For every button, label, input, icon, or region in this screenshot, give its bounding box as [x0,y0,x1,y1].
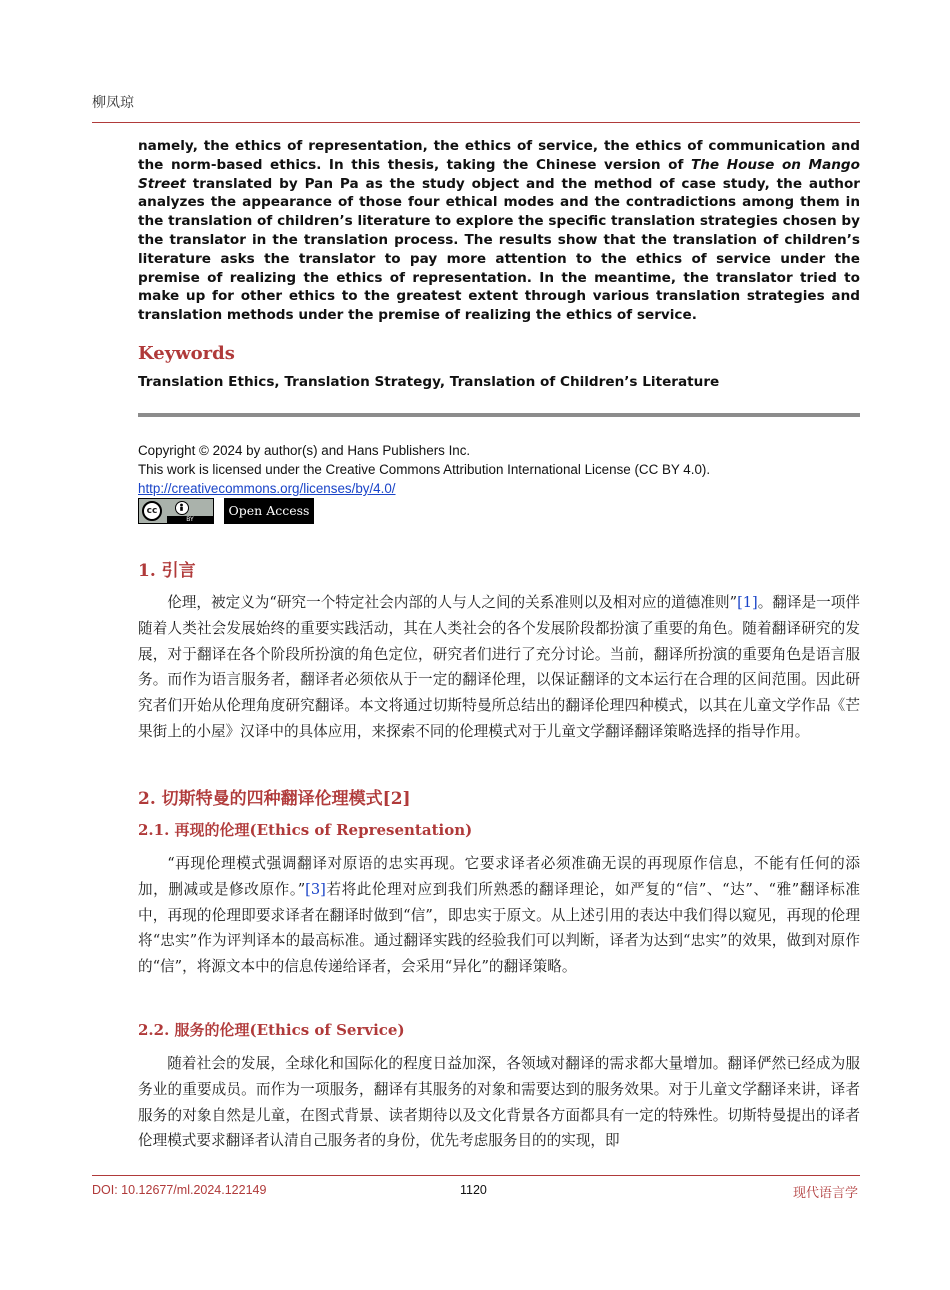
section-1-paragraph [138,590,860,745]
section-2-heading: 2. 切斯特曼的四种翻译伦理模式[2] [138,789,411,809]
section-1-text-a: 伦理，被定义为“研究一个特定社会内部的人与人之间的关系准则以及相对应的道德准则” [167,594,738,611]
section-1-heading: 1. 引言 [138,561,196,581]
by-label: BY [167,516,213,524]
license-link[interactable]: http://creativecommons.org/licenses/by/4.0/ [138,481,396,496]
license-line: This work is licensed under the Creative Commons Attribution International License (CC BY 4.0). [138,462,711,477]
open-access-badge[interactable]: Open Access [224,498,314,524]
section-2-2-heading: 2.2. 服务的伦理(Ethics of Service) [138,1021,405,1039]
keywords-list: Translation Ethics, Translation Strategy, Translation of Children’s Literature [138,374,720,390]
citation-link-3[interactable]: [3] [305,880,326,898]
section-1-text-b: 。翻译是一项伴随着人类社会发展始终的重要实践活动，其在人类社会的各个发展阶段都扮演了重要的角色。随着翻译研究的发展，对于翻译在各个阶段所扮演的角色定位，研究者们进行了充分讨论。当前，翻译所扮演的重要角色是语言服务。而作为语言服务者，翻译者必须依从于一定的翻译伦理，以保证翻译的文本运行在合理的区间范围。因此研究者们开始从伦理角度研究翻译。本文将通过切斯特曼所总结出的翻译伦理四种模式，以其在儿童文学作品《芒果街上的小屋》汉译中的具体应用，来探索不同的伦理模式对于儿童文学翻译翻译策略选择的指导作用。 [138,594,860,740]
keywords-heading: Keywords [138,343,235,364]
section-2-1-text-a: “再现伦理模式强调翻译对原语的忠实再现。它要求译者必须准确无误的再现原作信息，不能有任何的添加，删减或是修改原作。” [138,855,860,898]
copyright-line: Copyright © 2024 by author(s) and Hans Publishers Inc. [138,443,471,458]
cc-icon: cc [142,501,162,521]
page-number: 1120 [460,1183,487,1197]
copyright-block [138,441,710,498]
section-2-1-paragraph [138,851,860,980]
footer-journal-name: 现代语言学 [792,1186,858,1201]
abstract-part-1: namely, the ethics of representation, the ethics of service, the ethics of communication and the norm-based ethics. In this thesis, taking the Chinese version of [138,138,860,173]
header-divider [92,122,860,123]
running-header-author: 柳凤琼 [92,95,134,111]
keywords-divider [138,413,860,417]
footer-doi: DOI: 10.12677/ml.2024.122149 [92,1183,267,1197]
abstract-text [138,137,860,325]
citation-link-1[interactable]: [1] [737,594,758,611]
abstract-part-2: translated by Pan Pa as the study object and the method of case study, the author analyzes the appearance of those four ethical modes and the contradictions among them in the translation of children’s literature to explore the specific translation strategies chosen by the translator in the translation process. The results show that the translation of children’s literature asks the translator to pay more attention to the ethics of service under the premise of realizing the ethics of representation. In the meantime, the translator tried to make up for other ethics to the greatest extent through various translation strategies and translation methods under the premise of realizing the ethics of service. [138,175,860,324]
section-2-1-heading: 2.1. 再现的伦理(Ethics of Representation) [138,821,473,839]
attribution-person-icon [175,501,189,515]
abstract-book-title: The House on Mango Street [138,156,860,192]
section-2-2-paragraph: 随着社会的发展，全球化和国际化的程度日益加深，各领域对翻译的需求都大量增加。翻译俨然已经成为服务业的重要成员。而作为一项服务，翻译有其服务的对象和需要达到的服务效果。对于儿童文学翻译来讲，译者服务的对象自然是儿童，在图式背景、读者期待以及文化背景各方面都具有一定的特殊性。切斯特曼提出的译者伦理模式要求翻译者认清自己服务者的身份，优先考虑服务目的的实现，即 [138,1055,860,1150]
cc-by-badge[interactable] [138,498,214,524]
section-2-1-text-b: 若将此伦理对应到我们所熟悉的翻译理论，如严复的“信”、“达”、“雅”翻译标准中，再现的伦理即要求译者在翻译时做到“信”，即忠实于原文。从上述引用的表达中我们得以窥见，再现的伦理将“忠实”作为评判译本的最高标准。通过翻译实践的经验我们可以判断，译者为达到“忠实”的效果，做到对原作的“信”，将源文本中的信息传递给译者，会采用“异化”的翻译策略。 [138,880,860,976]
footer-divider [92,1175,860,1176]
